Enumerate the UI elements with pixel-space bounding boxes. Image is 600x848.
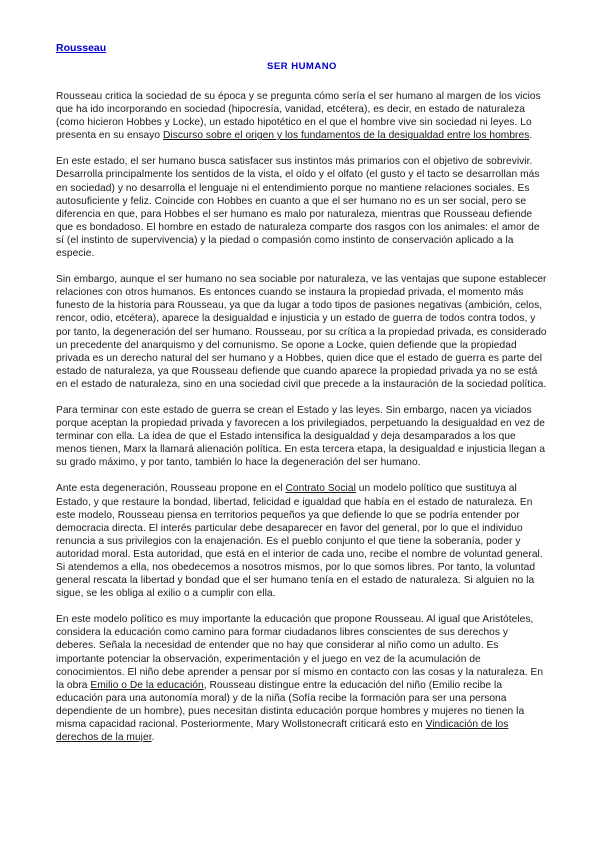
discurso-reference: Discurso sobre el origen y los fundamentos de la desigualdad entre los hombres [163,130,530,142]
rousseau-link[interactable]: Rousseau [56,42,107,54]
paragraph-propiedad-privada: Sin embargo, aunque el ser humano no sea sociable por naturaleza, ve las ventajas que supone establecer relaciones con otros humanos. Es entonces cuando se instaura la propiedad privada, el momento más funesto de la historia para Rousseau, ya que da lugar a todo tipos de pasiones negativas (ambición, celos, rencor, odio, etcétera), aparece la desigualdad e injusticia y un estado de guerra de todos contra todos, y por tanto, la degeneración del ser humano. Rousseau, por su crítica a la propiedad privada, es considerado un precedente del anarquismo y del comunismo. Se opone a Locke, quien defiende que la propiedad privada es un derecho natural del ser humano y a Hobbes, quien dice que el estado de guerra es parte del estado de naturaleza, ya que Rousseau defiende que cuando aparece la propiedad privada ya no se está en el estado de naturaleza, sino en una sociedad civil que precede a la instauración de la sociedad política. [56,274,547,390]
p1-end: . [529,130,533,142]
paragraph-estado-leyes: Para terminar con este estado de guerra se crean el Estado y las leyes. Sin embargo, nacen ya viciados porque aceptan la propiedad privada y favorecen a los privilegiados, perpetuando la desigualdad en vez de terminar con ella. La idea de que el Estado intensifica la desigualdad y deja desamparados a los que menos tienen, Marx la llamará alienación política. En esta tercera etapa, la desigualdad e injusticia llegan a su grado máximo, y por tanto, también lo hace la degeneración del ser humano. [56,404,546,469]
p1-text: Rousseau critica la sociedad de su época y se pregunta cómo sería el ser humano al margen de los vicios que ha ido incorporando en sociedad (hipocresía, vanidad, etcétera), es decir, en estado de naturaleza (como hicieron Hobbes y Locke), un estado hipotético en el que el hombre vive sin sociedad ni leyes. Lo presenta en su ensayo [56,91,541,142]
p6-middle: , Rousseau distingue entre la educación del niño (Emilio recibe la educación para una autonomía moral) y de la niña (Sofía recibe la formación para ser una persona dependiente de un hombre), pues necesitan distinta educación porque hombres y mujeres no tienen la misma capacidad racional. Posteriormente, Mary Wollstonecraft criticará esto en [56,679,525,731]
section-title: SER HUMANO [267,61,337,72]
paragraph-contrato-social [56,482,548,600]
p6-text: En este modelo político es muy importante la educación que propone Rousseau. Al igual que Aristóteles, considera la educación como camino para formar ciudadanos libres conscientes de sus derechos y deberes. Señala la necesidad de entender que no hay que considerar al niño como un adulto. Es importante potenciar la observación, experimentación y el juego en vez de la acumulación de conocimientos. El niño debe aprender a pensar por sí mismo en contacto con las cosas y la naturaleza. En la obra [56,614,544,691]
paragraph-estado-naturaleza [56,90,548,142]
vindicacion-reference: Vindicación de los derechos de la mujer [56,719,509,744]
paragraph-educacion [56,613,548,744]
p5-text: Ante esta degeneración, Rousseau propone en el [56,483,286,495]
contrato-social-reference: Contrato Social [285,483,356,495]
p6-end: . [151,732,155,744]
emilio-reference: Emilio o De la educación [90,679,204,691]
paragraph-instintos: En este estado, el ser humano busca satisfacer sus instintos más primarios con el objetivo de sobrevivir. Desarrolla principalmente los sentidos de la vista, el oído y el olfato (el gusto y el tacto se desarrollan más en sociedad) y no desarrolla el lenguaje ni el entendimiento porque no mantiene relaciones sociales. Es autosuficiente y feliz. Coincide con Hobbes en cuanto a que el ser humano no es un ser social, pero se diferencia en que, para Hobbes el ser humano es malo por naturaleza, mientras que Rousseau defiende que es bondadoso. El hombre en estado de naturaleza comparte dos rasgos con los animales: el amor de sí (el instinto de supervivencia) y la piedad o compasión como instinto de conservación aplicado a la especie. [56,156,540,260]
p5-rest: un modelo político que sustituya al Estado, y que restaure la bondad, libertad, felicidad e igualdad que había en el estado de naturaleza. En este modelo, Rousseau piensa en territorios pequeños ya que defiende lo que se podría entender por democracia directa. El interés particular debe desaparecer en favor del general, por lo que el individuo renuncia a sus privilegios con la enajenación. Es el pueblo conjunto el que tiene la soberanía, poder y autoridad moral. Esta autoridad, que está en el interior de cada uno, recibe el nombre de voluntad general. Si atendemos a ella, nos obedecemos a nosotros mismos, por lo que somos libres. Por tanto, la voluntad general rescata la libertad y bondad que el ser humano tenía en el estado de naturaleza. Si alguien no la sigue, se les obliga al exilio o a cumplir con ella. [56,483,543,600]
